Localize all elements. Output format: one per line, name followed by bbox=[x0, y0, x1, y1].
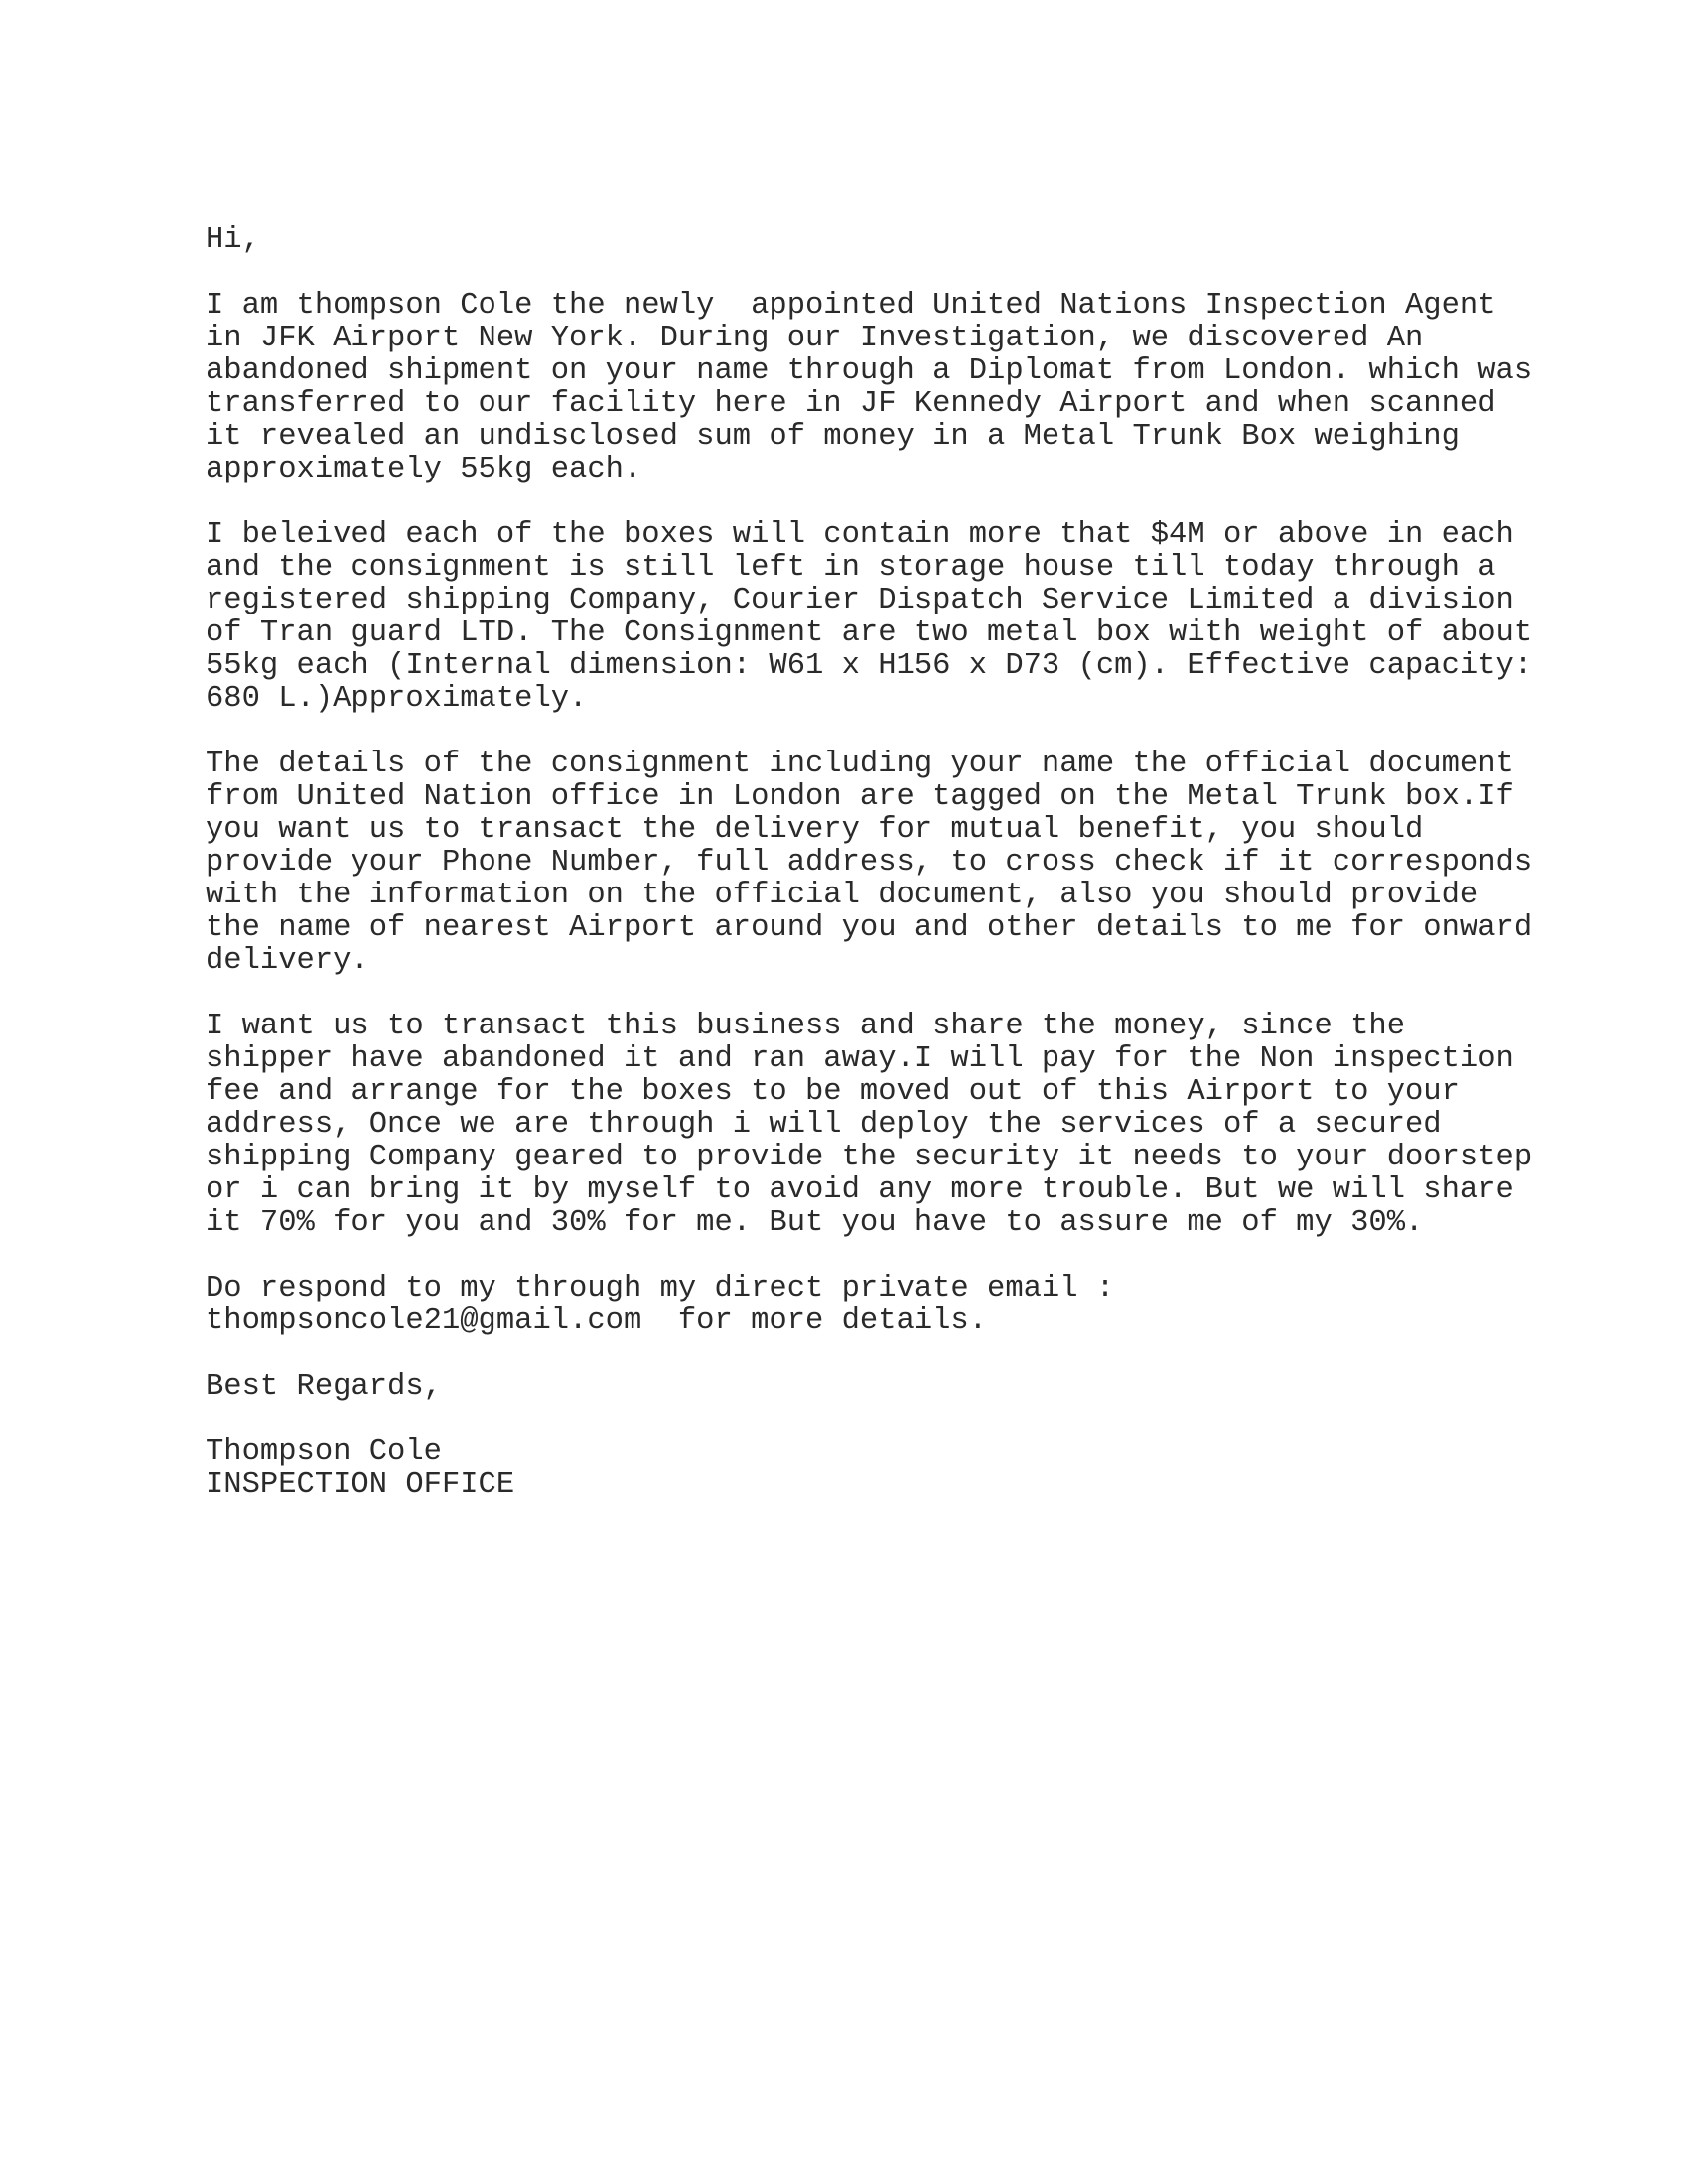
text-line: of Tran guard LTD. The Consignment are two metal box with weight of about bbox=[206, 616, 1533, 650]
text-line: transferred to our facility here in JF Kennedy Airport and when scanned bbox=[206, 387, 1496, 421]
text-line: I am thompson Cole the newly appointed United Nations Inspection Agent bbox=[206, 289, 1496, 323]
text-line: fee and arrange for the boxes to be moved out of this Airport to your bbox=[206, 1075, 1460, 1109]
text-line: The details of the consignment including your name the official document bbox=[206, 748, 1514, 781]
text-line: it revealed an undisclosed sum of money in a Metal Trunk Box weighing bbox=[206, 420, 1460, 454]
closing: Best Regards, bbox=[206, 1370, 442, 1404]
paragraph-1 bbox=[206, 290, 1616, 486]
text-line: with the information on the official document, also you should provide bbox=[206, 879, 1478, 912]
text-line: registered shipping Company, Courier Dispatch Service Limited a division bbox=[206, 584, 1514, 617]
text-line: thompsoncole21@gmail.com for more details. bbox=[206, 1304, 988, 1338]
text-line: address, Once we are through i will deploy the services of a secured bbox=[206, 1108, 1442, 1142]
text-line: Do respond to my through my direct private email : bbox=[206, 1272, 1115, 1305]
text-line: you want us to transact the delivery for mutual benefit, you should bbox=[206, 813, 1424, 847]
text-line: it 70% for you and 30% for me. But you have to assure me of my 30%. bbox=[206, 1206, 1424, 1240]
text-line: from United Nation office in London are tagged on the Metal Trunk box.If bbox=[206, 780, 1514, 814]
text-line: I want us to transact this business and share the money, since the bbox=[206, 1010, 1405, 1043]
text-line: abandoned shipment on your name through a Diplomat from London. which was bbox=[206, 354, 1533, 388]
text-line: 680 L.)Approximately. bbox=[206, 682, 588, 716]
text-line: delivery. bbox=[206, 944, 369, 978]
paragraph-5 bbox=[206, 1273, 1616, 1338]
letter-page bbox=[206, 224, 1616, 1502]
signature-name: Thompson Cole bbox=[206, 1435, 442, 1469]
text-line: 55kg each (Internal dimension: W61 x H156 x D73 (cm). Effective capacity: bbox=[206, 649, 1533, 683]
greeting: Hi, bbox=[206, 223, 260, 257]
text-line: shipper have abandoned it and ran away.I will pay for the Non inspection bbox=[206, 1042, 1514, 1076]
paragraph-2 bbox=[206, 519, 1616, 716]
text-line: provide your Phone Number, full address, to cross check if it corresponds bbox=[206, 846, 1533, 880]
text-line: in JFK Airport New York. During our Investigation, we discovered An bbox=[206, 322, 1424, 355]
text-line: I beleived each of the boxes will contain more that $4M or above in each bbox=[206, 518, 1514, 552]
text-line: approximately 55kg each. bbox=[206, 453, 642, 486]
text-line: and the consignment is still left in storage house till today through a bbox=[206, 551, 1496, 585]
text-line: the name of nearest Airport around you and other details to me for onward bbox=[206, 911, 1533, 945]
paragraph-3 bbox=[206, 749, 1616, 978]
paragraph-4 bbox=[206, 1011, 1616, 1240]
text-line: shipping Company geared to provide the security it needs to your doorstep bbox=[206, 1141, 1533, 1174]
signature-title: INSPECTION OFFICE bbox=[206, 1468, 515, 1502]
text-line: or i can bring it by myself to avoid any more trouble. But we will share bbox=[206, 1173, 1514, 1207]
